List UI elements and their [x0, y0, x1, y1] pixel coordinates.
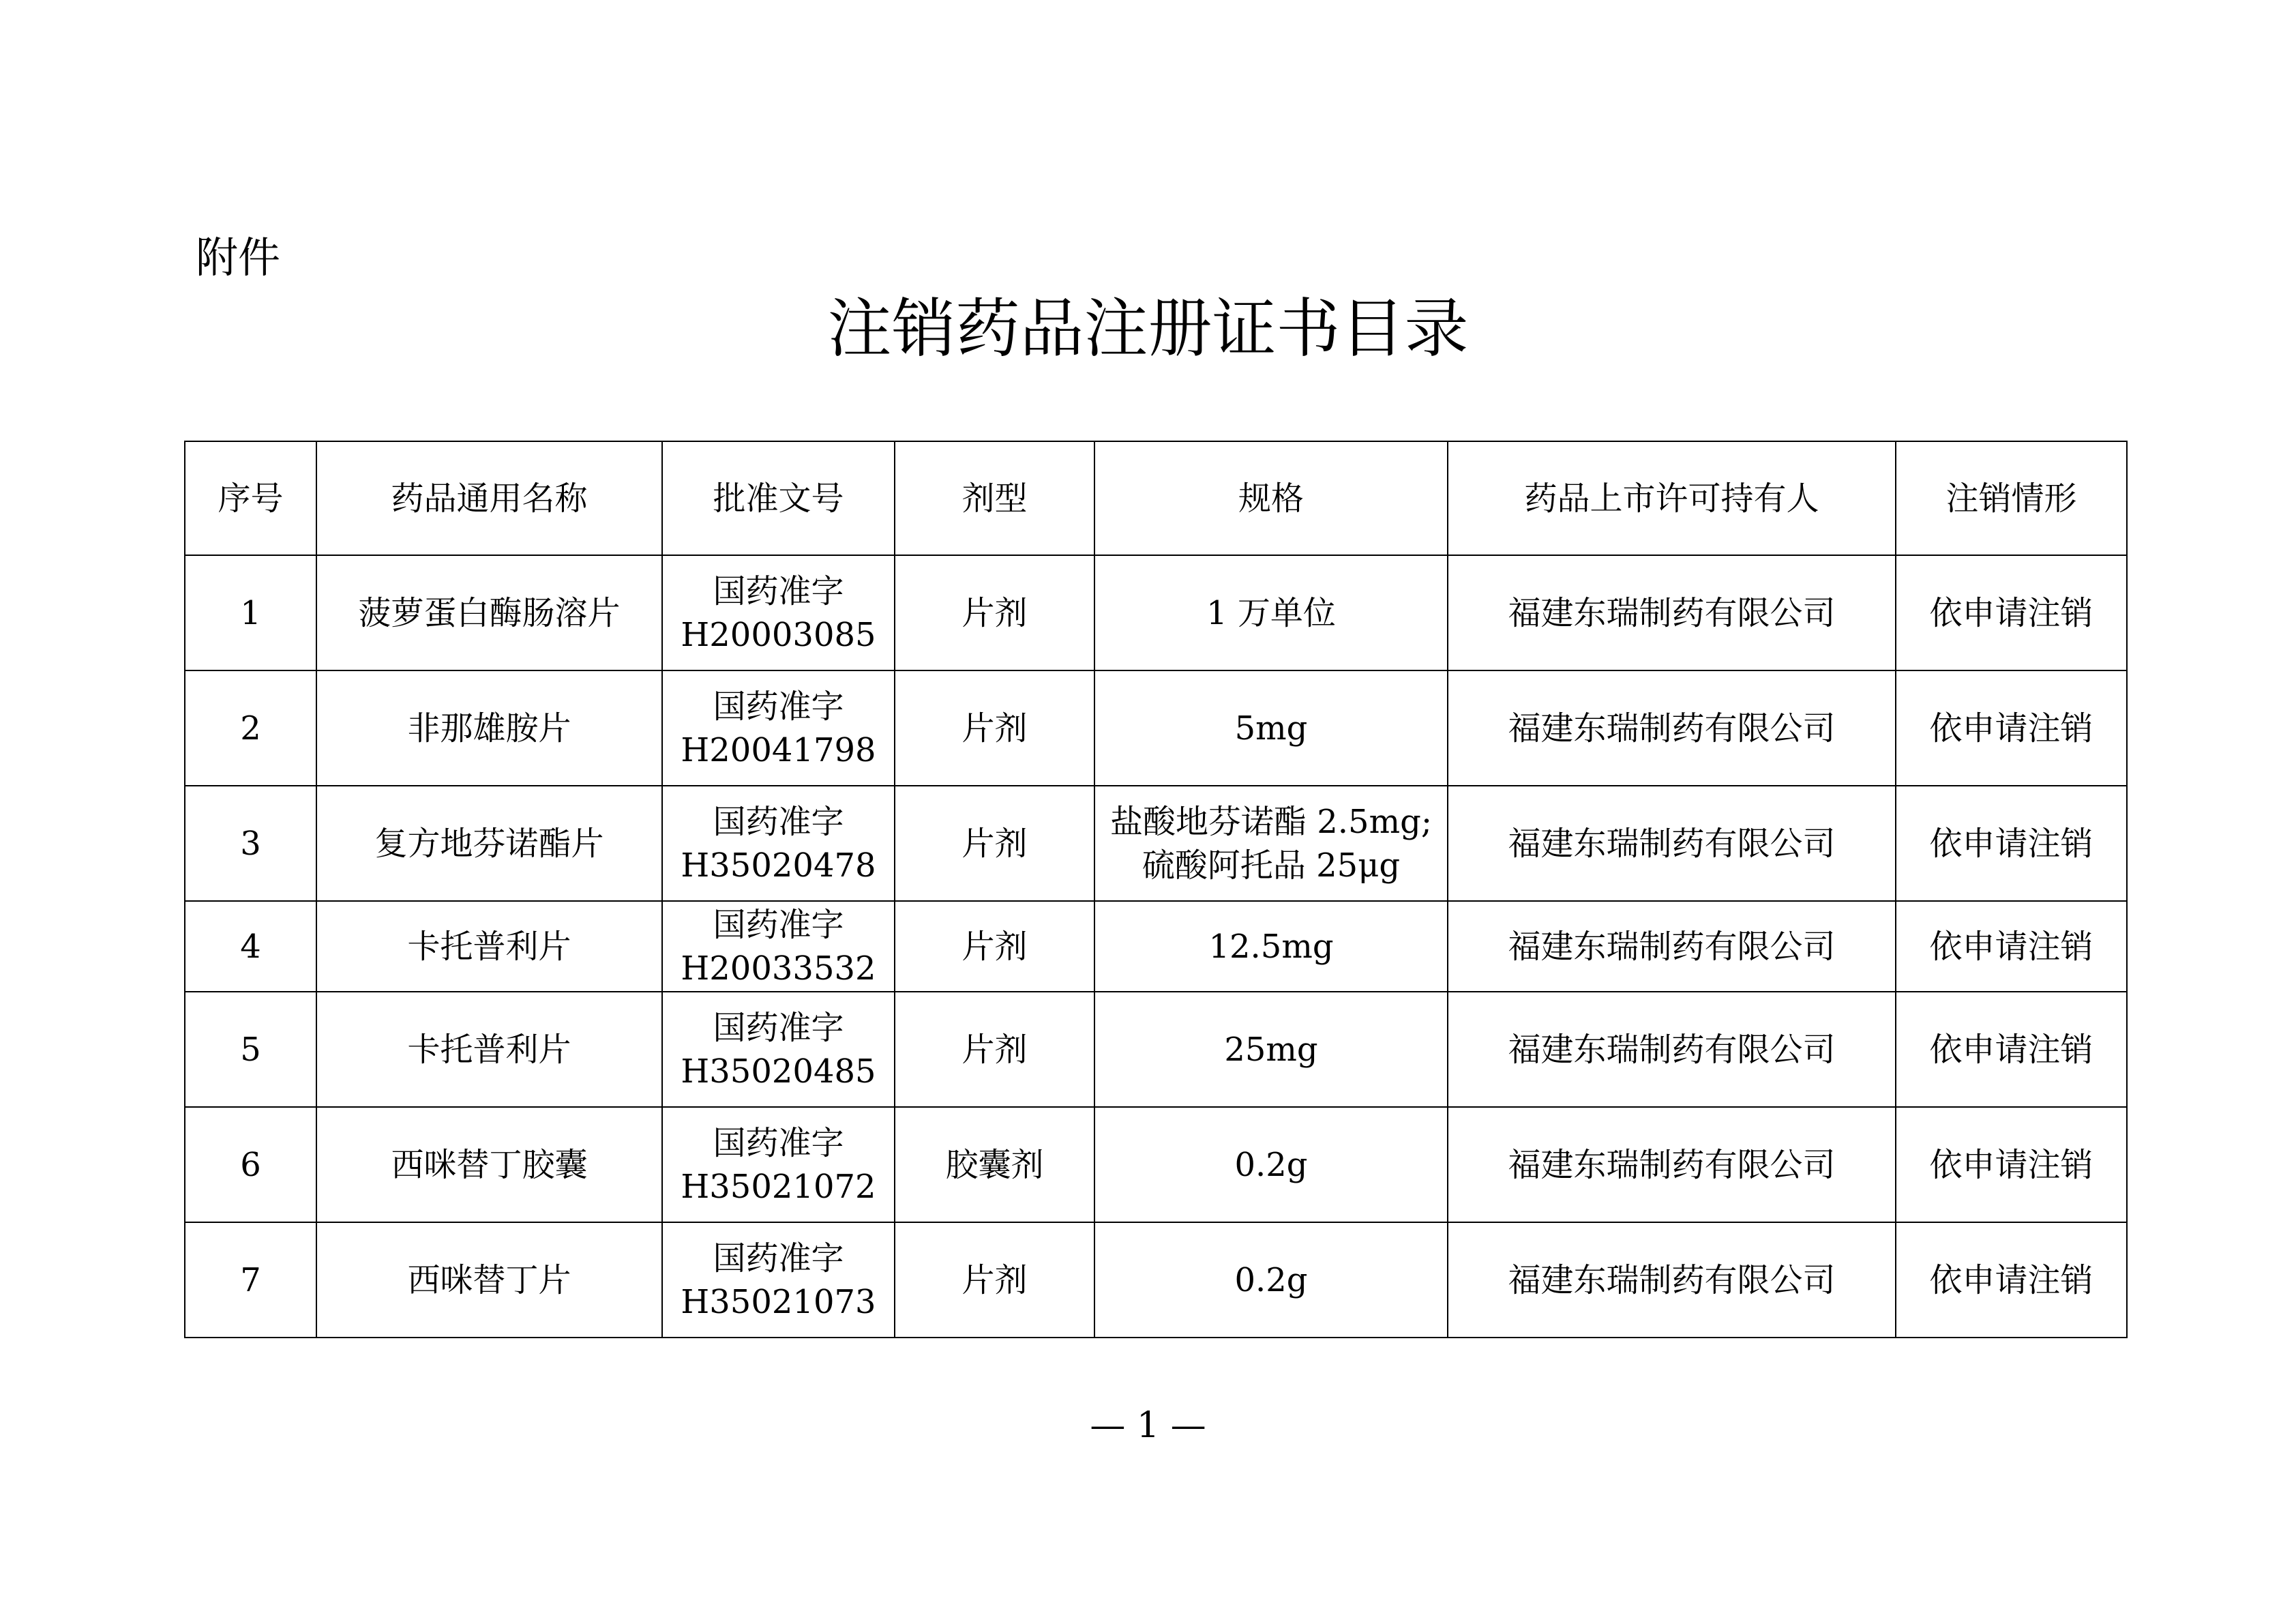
cell-serial-number: 5: [185, 992, 316, 1107]
approval-code: H35021072: [681, 1167, 876, 1206]
cell-license-holder: 福建东瑞制药有限公司: [1448, 670, 1896, 786]
cell-serial-number: 6: [185, 1107, 316, 1222]
cancelled-drug-catalog-table: [184, 441, 2128, 1338]
table-row: [185, 1222, 2127, 1338]
cell-drug-name: 菠萝蛋白酶肠溶片: [316, 555, 662, 670]
cell-cancellation-reason: 依申请注销: [1896, 670, 2127, 786]
approval-prefix: 国药准字: [713, 1123, 844, 1162]
approval-prefix: 国药准字: [713, 1008, 844, 1047]
cell-dosage-form: 片剂: [895, 555, 1094, 670]
cell-serial-number: 3: [185, 786, 316, 901]
cell-specification: 1 万单位: [1094, 555, 1448, 670]
cell-cancellation-reason: 依申请注销: [1896, 1107, 2127, 1222]
approval-code: H20041798: [681, 730, 876, 769]
approval-code: H20033532: [681, 949, 876, 988]
cell-cancellation-reason: 依申请注销: [1896, 992, 2127, 1107]
cell-drug-name: 复方地芬诺酯片: [316, 786, 662, 901]
approval-prefix: 国药准字: [713, 905, 844, 944]
header-approval-number: 批准文号: [662, 441, 895, 555]
cell-drug-name: 西咪替丁胶囊: [316, 1107, 662, 1222]
cell-license-holder: 福建东瑞制药有限公司: [1448, 555, 1896, 670]
cell-cancellation-reason: 依申请注销: [1896, 786, 2127, 901]
cell-approval-number: [662, 670, 895, 786]
cell-dosage-form: 胶囊剂: [895, 1107, 1094, 1222]
cell-specification: 0.2g: [1094, 1107, 1448, 1222]
cell-approval-number: [662, 901, 895, 992]
approval-prefix: 国药准字: [713, 802, 844, 841]
header-dosage-form: 剂型: [895, 441, 1094, 555]
approval-prefix: 国药准字: [713, 687, 844, 726]
cell-specification: 盐酸地芬诺酯 2.5mg;硫酸阿托品 25μg: [1094, 786, 1448, 901]
cell-license-holder: 福建东瑞制药有限公司: [1448, 786, 1896, 901]
table-row: [185, 786, 2127, 901]
table-header-row: [185, 441, 2127, 555]
table-row: [185, 555, 2127, 670]
cell-license-holder: 福建东瑞制药有限公司: [1448, 992, 1896, 1107]
header-specification: 规格: [1094, 441, 1448, 555]
cell-cancellation-reason: 依申请注销: [1896, 555, 2127, 670]
header-drug-name: 药品通用名称: [316, 441, 662, 555]
cell-serial-number: 7: [185, 1222, 316, 1338]
cell-specification: 25mg: [1094, 992, 1448, 1107]
cell-dosage-form: 片剂: [895, 901, 1094, 992]
cell-dosage-form: 片剂: [895, 670, 1094, 786]
cell-approval-number: [662, 992, 895, 1107]
cell-approval-number: [662, 1107, 895, 1222]
approval-code: H20003085: [681, 615, 876, 654]
cell-dosage-form: 片剂: [895, 1222, 1094, 1338]
cell-drug-name: 西咪替丁片: [316, 1222, 662, 1338]
attachment-label: 附件: [196, 233, 281, 282]
approval-code: H35021073: [681, 1282, 876, 1321]
cell-license-holder: 福建东瑞制药有限公司: [1448, 901, 1896, 992]
cell-license-holder: 福建东瑞制药有限公司: [1448, 1107, 1896, 1222]
cell-specification: 12.5mg: [1094, 901, 1448, 992]
cell-approval-number: [662, 786, 895, 901]
approval-code: H35020478: [681, 846, 876, 885]
cell-license-holder: 福建东瑞制药有限公司: [1448, 1222, 1896, 1338]
cell-specification: 0.2g: [1094, 1222, 1448, 1338]
table-row: [185, 1107, 2127, 1222]
cell-cancellation-reason: 依申请注销: [1896, 1222, 2127, 1338]
cell-cancellation-reason: 依申请注销: [1896, 901, 2127, 992]
header-serial-number: 序号: [185, 441, 316, 555]
cell-drug-name: 非那雄胺片: [316, 670, 662, 786]
cell-specification: 5mg: [1094, 670, 1448, 786]
cell-approval-number: [662, 555, 895, 670]
header-license-holder: 药品上市许可持有人: [1448, 441, 1896, 555]
cell-drug-name: 卡托普利片: [316, 901, 662, 992]
cell-serial-number: 1: [185, 555, 316, 670]
document-title: 注销药品注册证书目录: [827, 292, 1469, 366]
table-row: [185, 992, 2127, 1107]
page-number: — 1 —: [1090, 1405, 1206, 1446]
header-cancellation-reason: 注销情形: [1896, 441, 2127, 555]
table-row: [185, 901, 2127, 992]
approval-prefix: 国药准字: [713, 572, 844, 610]
cell-serial-number: 4: [185, 901, 316, 992]
approval-prefix: 国药准字: [713, 1239, 844, 1278]
cell-drug-name: 卡托普利片: [316, 992, 662, 1107]
cell-approval-number: [662, 1222, 895, 1338]
table-row: [185, 670, 2127, 786]
approval-code: H35020485: [681, 1052, 876, 1091]
cell-dosage-form: 片剂: [895, 992, 1094, 1107]
cell-serial-number: 2: [185, 670, 316, 786]
cell-dosage-form: 片剂: [895, 786, 1094, 901]
